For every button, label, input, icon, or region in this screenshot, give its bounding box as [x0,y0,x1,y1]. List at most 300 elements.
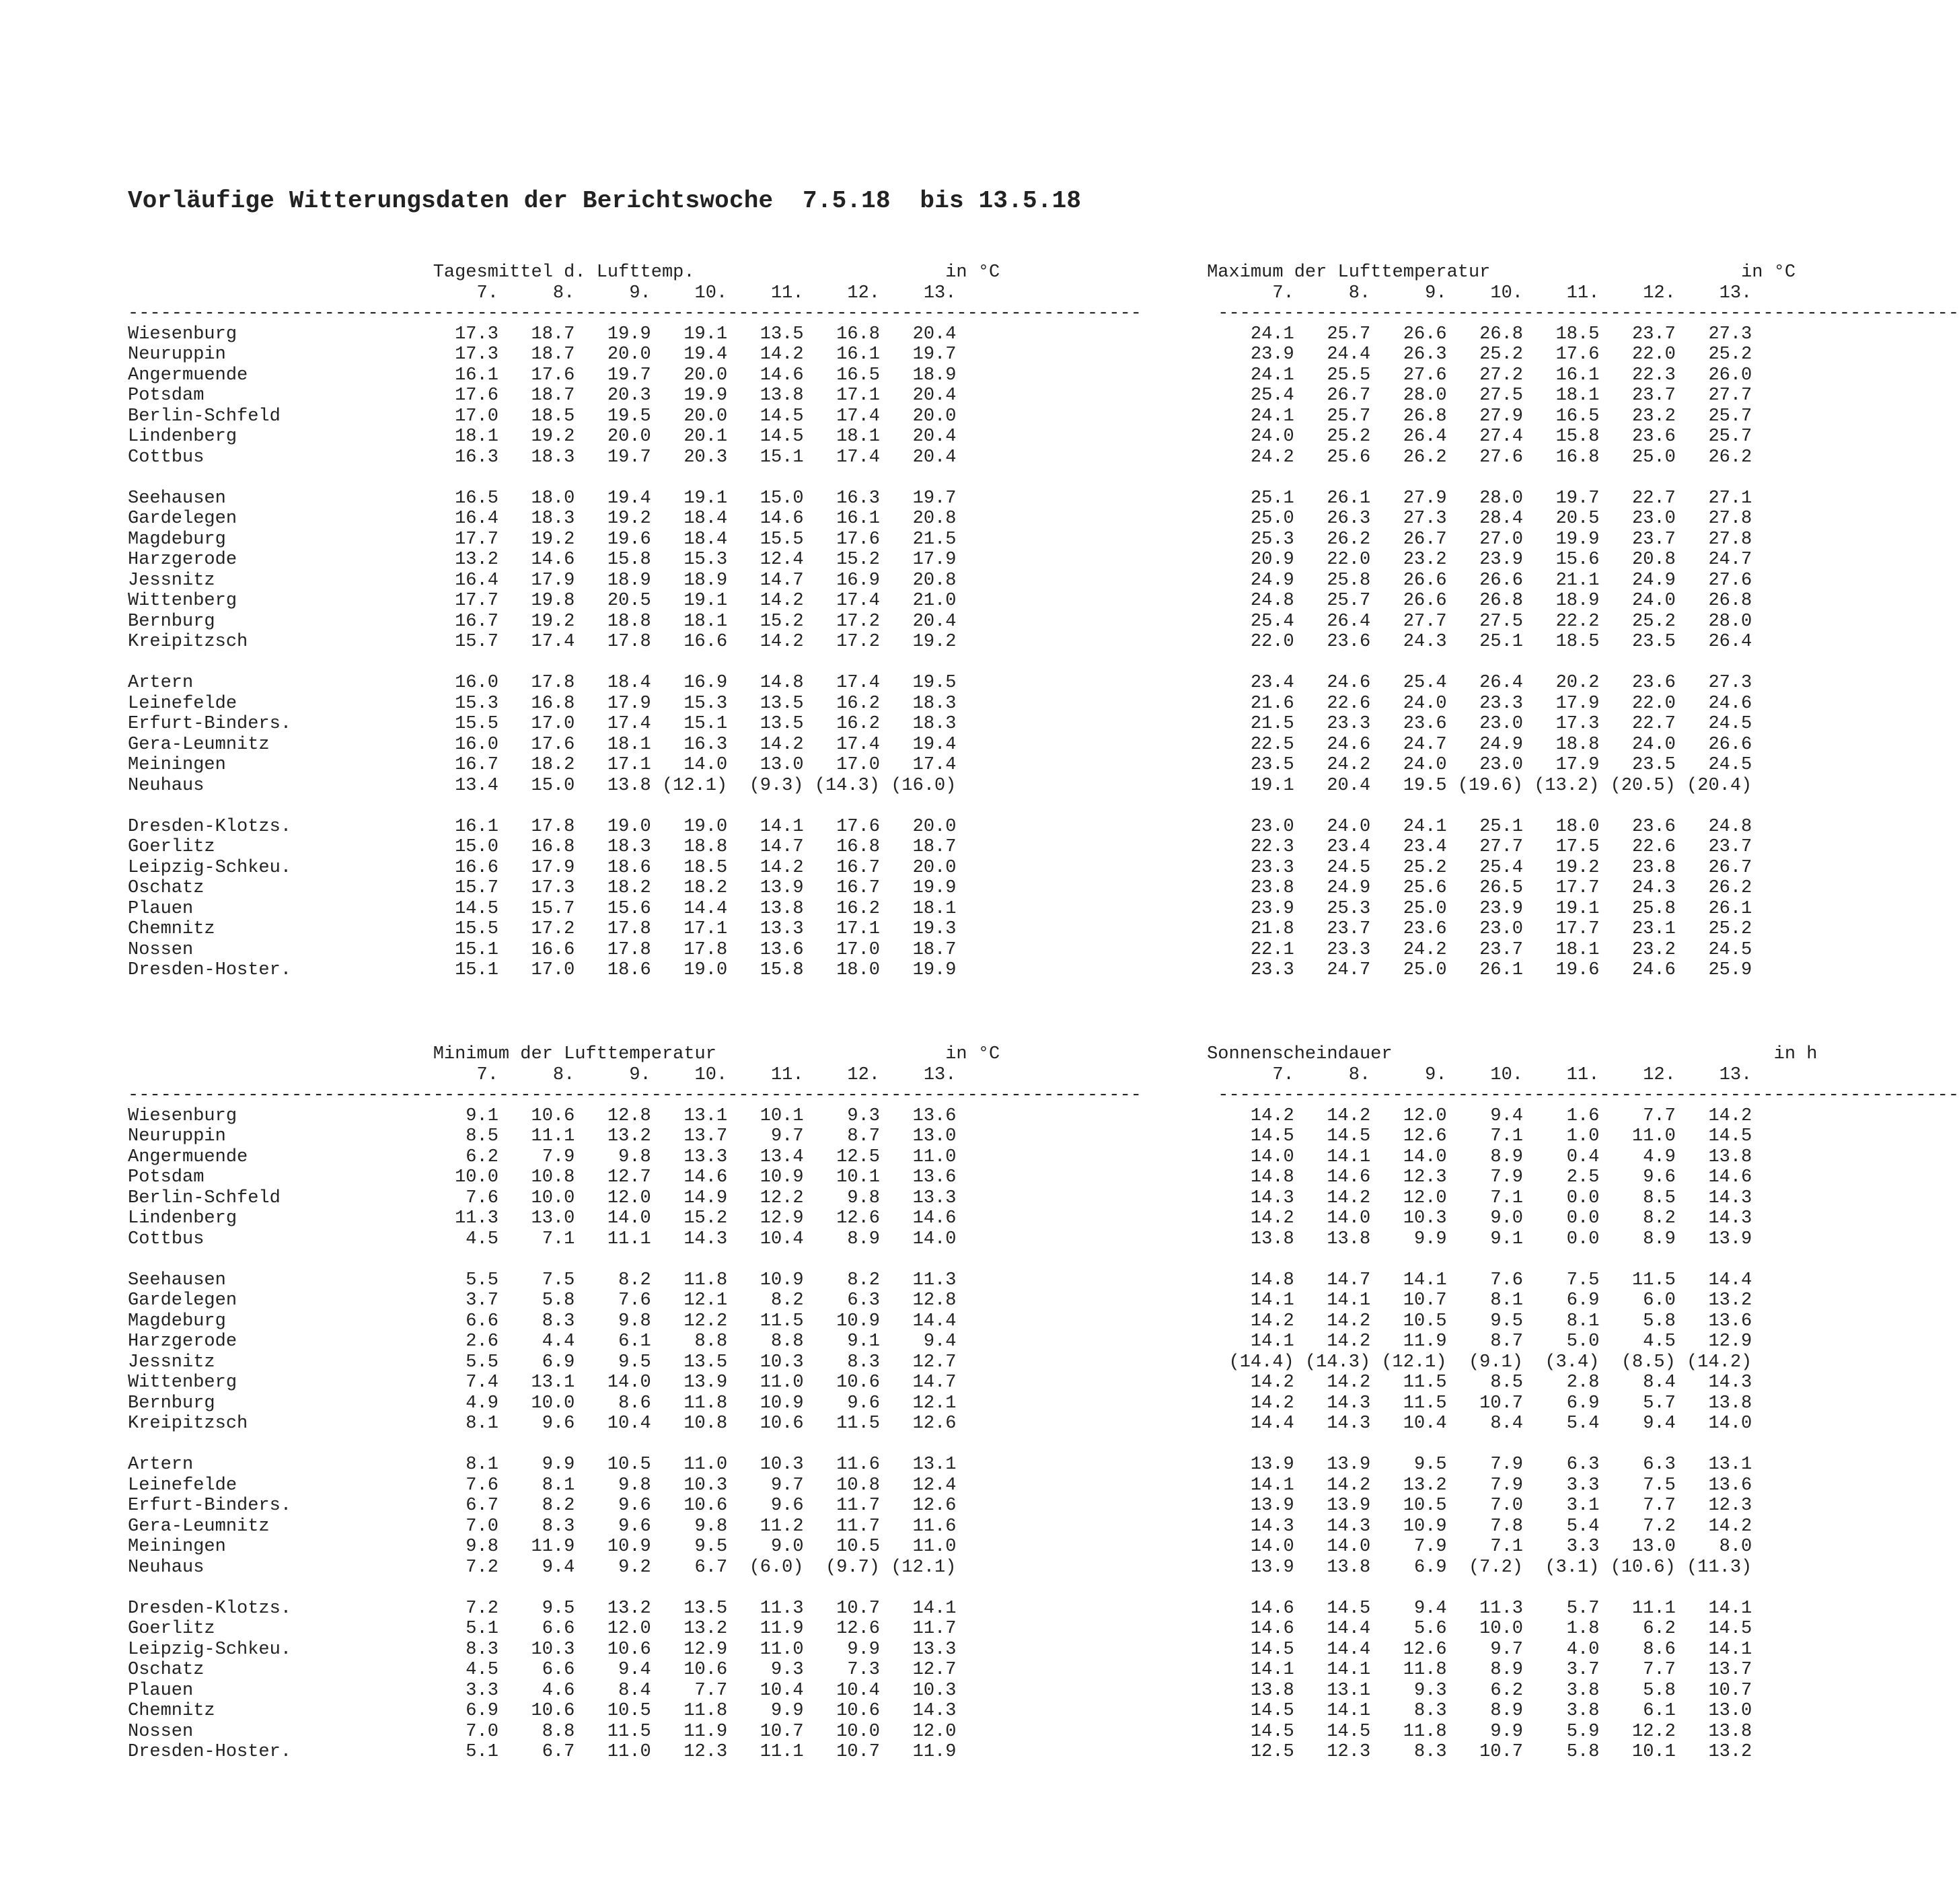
left-value: 12.4 [880,1475,957,1496]
left-value: 18.7 [498,386,575,406]
left-value: 18.3 [880,693,957,714]
right-value: 17.9 [1523,755,1600,775]
table-row [128,858,1959,879]
right-value: (14.2) [1675,1352,1752,1372]
right-value: 23.3 [1446,693,1523,714]
right-value: 13.2 [1370,1475,1447,1496]
left-value: 15.0 [498,775,575,796]
right-value: 28.0 [1446,488,1523,509]
left-value: 18.7 [880,939,957,960]
right-value: 26.6 [1675,734,1752,755]
right-table-title: Sonnenscheindauer [1207,1044,1393,1064]
left-value: 19.7 [880,344,957,365]
left-value: 10.9 [803,1311,881,1331]
left-value: 20.4 [880,447,957,468]
left-value: 17.0 [422,406,498,427]
right-value: 25.0 [1218,509,1294,529]
day-label: 13. [880,1064,957,1085]
station-name: Chemnitz [128,1701,422,1721]
right-value: (11.3) [1675,1557,1752,1578]
table-row [128,427,1959,447]
right-value: 26.4 [1294,611,1371,632]
station-name: Meiningen [128,755,422,775]
right-value: 6.2 [1446,1680,1523,1701]
left-value: 7.0 [422,1516,498,1537]
right-value: 19.6 [1523,960,1600,980]
table-row [128,1558,1959,1578]
left-value: 19.4 [880,734,957,755]
right-value: 14.3 [1294,1393,1371,1414]
left-value: 17.8 [575,939,651,960]
left-value: 4.5 [422,1229,498,1249]
left-value: 8.8 [651,1331,728,1352]
left-value: 10.0 [498,1393,575,1414]
left-value: 9.6 [575,1516,651,1537]
left-value: 16.8 [803,324,881,344]
left-value: 16.4 [422,509,498,529]
left-value: 12.1 [651,1290,728,1311]
right-value: 27.7 [1370,611,1447,632]
right-value: 25.5 [1294,365,1371,386]
right-value: 23.0 [1218,816,1294,837]
right-value: 17.6 [1523,344,1600,365]
right-value: 22.0 [1599,344,1676,365]
right-value: 26.6 [1446,570,1523,591]
right-value: 24.5 [1675,939,1752,960]
left-value: 10.0 [498,1187,575,1208]
station-name: Leinefelde [128,1475,422,1496]
left-value: 10.3 [880,1680,957,1701]
right-value: 10.5 [1370,1496,1447,1516]
right-value: 10.3 [1370,1208,1447,1229]
right-value: 27.8 [1675,529,1752,550]
pad [1000,262,1207,283]
group-spacer [128,653,1959,673]
right-value: 23.7 [1294,919,1371,939]
right-value: 23.3 [1294,939,1371,960]
pad [956,735,1218,755]
left-value: 10.9 [575,1537,651,1557]
station-name: Lindenberg [128,1208,422,1229]
day-label: 12. [803,283,881,303]
right-value: 21.6 [1218,693,1294,714]
pad [956,427,1218,447]
pad [956,1516,1218,1537]
left-value: 10.4 [575,1414,651,1434]
right-value: 8.0 [1675,1537,1752,1557]
left-value: 10.8 [651,1414,728,1434]
station-name: Bernburg [128,611,422,632]
right-value: 26.7 [1370,529,1447,550]
left-value: 19.1 [651,488,728,509]
left-value: 16.1 [803,344,881,365]
left-value: 16.0 [422,734,498,755]
left-value: 16.8 [498,693,575,714]
right-value: 14.8 [1218,1167,1294,1187]
right-value: 18.5 [1523,632,1600,652]
right-value: 3.8 [1523,1680,1600,1701]
left-value: 8.2 [575,1270,651,1290]
right-value: 25.4 [1218,611,1294,632]
group-spacer [128,1249,1959,1270]
left-value: 17.4 [803,447,881,468]
right-value: 26.2 [1675,878,1752,898]
pad [128,1065,422,1085]
right-value: 9.9 [1370,1229,1447,1249]
right-value: 27.5 [1446,611,1523,632]
right-value: 10.7 [1370,1290,1447,1311]
station-name: Gardelegen [128,509,422,529]
right-value: 26.6 [1370,324,1447,344]
right-value: 25.1 [1218,488,1294,509]
right-value: 26.4 [1446,673,1523,693]
right-value: 24.3 [1599,878,1676,898]
left-value: 13.0 [727,755,804,775]
left-value: 17.0 [498,960,575,980]
table-row [128,1496,1959,1516]
right-value: 23.0 [1446,919,1523,939]
right-value: 27.3 [1370,509,1447,529]
left-value: 8.3 [803,1352,881,1372]
right-value: 23.2 [1599,406,1676,427]
right-value: 25.7 [1294,324,1371,344]
left-value: 13.0 [498,1208,575,1229]
left-value: 11.9 [498,1537,575,1557]
right-value: 26.0 [1675,365,1752,386]
left-value: 15.0 [727,488,804,509]
right-value: 11.5 [1370,1372,1447,1393]
right-value: 2.5 [1523,1167,1600,1187]
left-value: 13.2 [422,550,498,570]
left-value: 11.0 [727,1372,804,1393]
right-value: 6.3 [1523,1455,1600,1475]
right-value: 23.9 [1218,344,1294,365]
right-value: 22.5 [1218,734,1294,755]
table-row [128,632,1959,653]
table-row [128,488,1959,509]
left-value: (9.7) [803,1557,881,1578]
pad [956,776,1218,796]
right-value: 23.5 [1599,755,1676,775]
left-value: 18.4 [651,529,728,550]
left-value: 10.4 [727,1680,804,1701]
right-value: 27.6 [1370,365,1447,386]
left-value: 9.8 [651,1516,728,1537]
station-name: Plauen [128,898,422,919]
left-value: 15.6 [575,898,651,919]
left-value: 8.7 [803,1126,881,1146]
left-value: 10.7 [803,1742,881,1762]
left-value: 17.8 [498,673,575,693]
right-value: 14.2 [1294,1187,1371,1208]
right-value: 17.7 [1523,878,1600,898]
right-value: 4.0 [1523,1639,1600,1660]
left-value: 12.0 [575,1187,651,1208]
right-value: 14.1 [1294,1146,1371,1167]
left-value: 12.9 [727,1208,804,1229]
left-value: 17.7 [422,591,498,611]
left-value: 18.2 [498,755,575,775]
left-value: 17.2 [803,611,881,632]
left-value: 10.3 [727,1455,804,1475]
right-value: 19.1 [1218,775,1294,796]
right-value: 12.6 [1370,1126,1447,1146]
right-value: 19.9 [1523,529,1600,550]
right-value: 14.3 [1218,1516,1294,1537]
left-value: 15.5 [422,919,498,939]
left-value: 9.6 [727,1496,804,1516]
right-value: 25.1 [1446,632,1523,652]
right-value: 7.8 [1446,1516,1523,1537]
left-value: 18.1 [422,427,498,447]
left-value: 9.1 [422,1105,498,1126]
right-value: 8.5 [1446,1372,1523,1393]
pad [956,1537,1218,1557]
left-value: 14.1 [727,816,804,837]
right-value: 25.7 [1294,591,1371,611]
station-name: Meiningen [128,1537,422,1557]
right-value: 14.1 [1294,1660,1371,1680]
day-label: 12. [1599,283,1676,303]
left-value: 16.7 [803,878,881,898]
day-label: 7. [1218,283,1294,303]
right-value: 8.9 [1446,1146,1523,1167]
left-value: 11.9 [651,1721,728,1742]
pad [956,1372,1218,1393]
right-value: 26.7 [1294,386,1371,406]
left-value: 19.7 [880,488,957,509]
left-value: 6.9 [422,1701,498,1721]
left-value: 8.2 [803,1270,881,1290]
right-value: 24.1 [1218,365,1294,386]
left-value: 13.3 [727,919,804,939]
right-value: 22.2 [1523,611,1600,632]
left-value: 5.8 [498,1290,575,1311]
right-value: 14.4 [1294,1639,1371,1660]
pad [956,571,1218,591]
right-value: 25.7 [1675,406,1752,427]
left-value: 16.7 [803,857,881,878]
pad [1490,262,1741,283]
day-label: 12. [803,1064,881,1085]
left-value: 17.6 [422,386,498,406]
table-row [128,817,1959,838]
left-value: 17.3 [498,878,575,898]
right-value: 16.5 [1523,406,1600,427]
right-value: 14.5 [1294,1598,1371,1619]
right-value: 8.7 [1446,1331,1523,1352]
right-value: 9.6 [1599,1167,1676,1187]
right-value: 15.6 [1523,550,1600,570]
day-label: 10. [651,283,728,303]
pad [716,1044,945,1064]
right-value: 14.2 [1294,1475,1371,1496]
right-value: 24.0 [1370,693,1447,714]
right-value: 26.5 [1446,878,1523,898]
left-value: 13.5 [727,324,804,344]
table-row [128,1640,1959,1660]
left-table-title: Tagesmittel d. Lufttemp. [433,262,695,283]
left-value: 14.2 [727,632,804,652]
right-value: 6.9 [1370,1557,1447,1578]
left-value: 18.1 [651,611,728,632]
right-value: 24.0 [1370,755,1447,775]
right-value: 10.4 [1370,1414,1447,1434]
right-value: 13.9 [1218,1455,1294,1475]
left-value: 9.8 [575,1311,651,1331]
pad [128,283,422,303]
right-value: 25.8 [1599,898,1676,919]
left-value: 13.6 [727,939,804,960]
left-value: 3.7 [422,1290,498,1311]
left-value: 16.0 [422,673,498,693]
table-row [128,1229,1959,1250]
right-value: 9.4 [1446,1105,1523,1126]
left-value: 13.3 [880,1639,957,1660]
left-value: 13.9 [727,878,804,898]
left-value: 14.6 [651,1167,728,1187]
left-value: 7.7 [651,1680,728,1701]
left-value: 14.3 [880,1701,957,1721]
left-value: 13.8 [727,386,804,406]
left-value: 16.2 [803,714,881,734]
left-value: 17.1 [651,919,728,939]
right-value: 8.3 [1370,1742,1447,1762]
pad [956,1352,1218,1372]
left-value: 10.6 [803,1701,881,1721]
pad [956,1331,1218,1352]
right-value: 27.8 [1675,509,1752,529]
left-value: 11.8 [651,1393,728,1414]
right-value: 22.0 [1599,693,1676,714]
right-value: 14.2 [1218,1105,1294,1126]
right-value: 21.5 [1218,714,1294,734]
table-row [128,1742,1959,1763]
left-unit: in °C [945,1044,1000,1064]
left-value: 14.3 [651,1229,728,1249]
left-value: 19.2 [498,427,575,447]
right-value: 14.5 [1218,1721,1294,1742]
right-value: 14.0 [1218,1537,1294,1557]
pad [956,919,1218,939]
pad [956,1599,1218,1619]
left-value: 20.1 [651,427,728,447]
left-value: 10.5 [803,1537,881,1557]
group-spacer [128,796,1959,817]
left-value: 12.6 [803,1208,881,1229]
left-value: 13.4 [422,775,498,796]
left-value: 11.0 [727,1639,804,1660]
left-value: 14.5 [727,427,804,447]
pad [956,488,1218,509]
table-row [128,550,1959,571]
left-value: 9.5 [651,1537,728,1557]
right-value: 14.1 [1294,1290,1371,1311]
left-value: 14.6 [498,550,575,570]
right-value: (12.1) [1370,1352,1447,1372]
left-value: 4.9 [422,1393,498,1414]
right-value: 24.2 [1218,447,1294,468]
left-value: 12.0 [880,1721,957,1742]
left-value: 11.0 [651,1455,728,1475]
station-name: Jessnitz [128,1352,422,1372]
station-name: Seehausen [128,488,422,509]
divider-line: --------------------------------------------------------------------------------------------- -------------------------------------------------------------------- [128,1085,1959,1105]
right-value: 23.4 [1294,837,1371,857]
left-value: 7.9 [498,1146,575,1167]
right-value: 11.8 [1370,1721,1447,1742]
pad [956,817,1218,837]
left-value: 17.9 [498,570,575,591]
right-value: 8.5 [1599,1187,1676,1208]
left-value: 13.6 [880,1167,957,1187]
left-value: 9.4 [498,1557,575,1578]
left-value: 8.5 [422,1126,498,1146]
left-value: 15.3 [651,693,728,714]
left-value: 14.0 [575,1208,651,1229]
left-value: 14.0 [880,1229,957,1249]
section-header [128,262,1959,283]
table-row [128,529,1959,550]
left-value: 19.9 [880,960,957,980]
station-name: Plauen [128,1680,422,1701]
left-value: 19.2 [880,632,957,652]
left-value: 18.8 [651,837,728,857]
table-row [128,447,1959,468]
left-value: 16.9 [803,570,881,591]
left-value: 18.6 [575,960,651,980]
right-value: 9.4 [1370,1598,1447,1619]
right-unit: in h [1773,1044,1818,1064]
right-value: 24.2 [1370,939,1447,960]
pad [956,1742,1218,1762]
right-value: 18.0 [1523,816,1600,837]
station-name: Nossen [128,1721,422,1742]
right-value: 9.3 [1370,1680,1447,1701]
right-value: 24.1 [1370,816,1447,837]
station-name: Dresden-Hoster. [128,1742,422,1762]
left-value: 10.6 [651,1496,728,1516]
left-value: 20.4 [880,324,957,344]
right-value: 14.1 [1218,1290,1294,1311]
left-value: 12.4 [727,550,804,570]
right-value: 25.6 [1370,878,1447,898]
right-value: 27.9 [1446,406,1523,427]
right-value: 28.4 [1446,509,1523,529]
right-value: 12.3 [1294,1742,1371,1762]
right-value: 26.1 [1675,898,1752,919]
left-value: 14.0 [651,755,728,775]
left-value: 10.1 [803,1167,881,1187]
right-value: 14.2 [1218,1311,1294,1331]
left-value: 4.4 [498,1331,575,1352]
day-header [128,283,1959,304]
left-value: 9.2 [575,1557,651,1578]
left-value: 11.7 [880,1619,957,1639]
left-value: 8.3 [498,1311,575,1331]
right-value: 22.1 [1218,939,1294,960]
table-temperature-min-sunshine [128,1044,1959,1763]
pad [956,673,1218,693]
left-value: 17.8 [651,939,728,960]
right-value: 13.2 [1675,1742,1752,1762]
right-value: 21.1 [1523,570,1600,591]
pad [956,1393,1218,1414]
left-value: 18.6 [575,857,651,878]
right-value: 23.7 [1599,386,1676,406]
right-value: 8.2 [1599,1208,1676,1229]
table-row [128,1331,1959,1352]
